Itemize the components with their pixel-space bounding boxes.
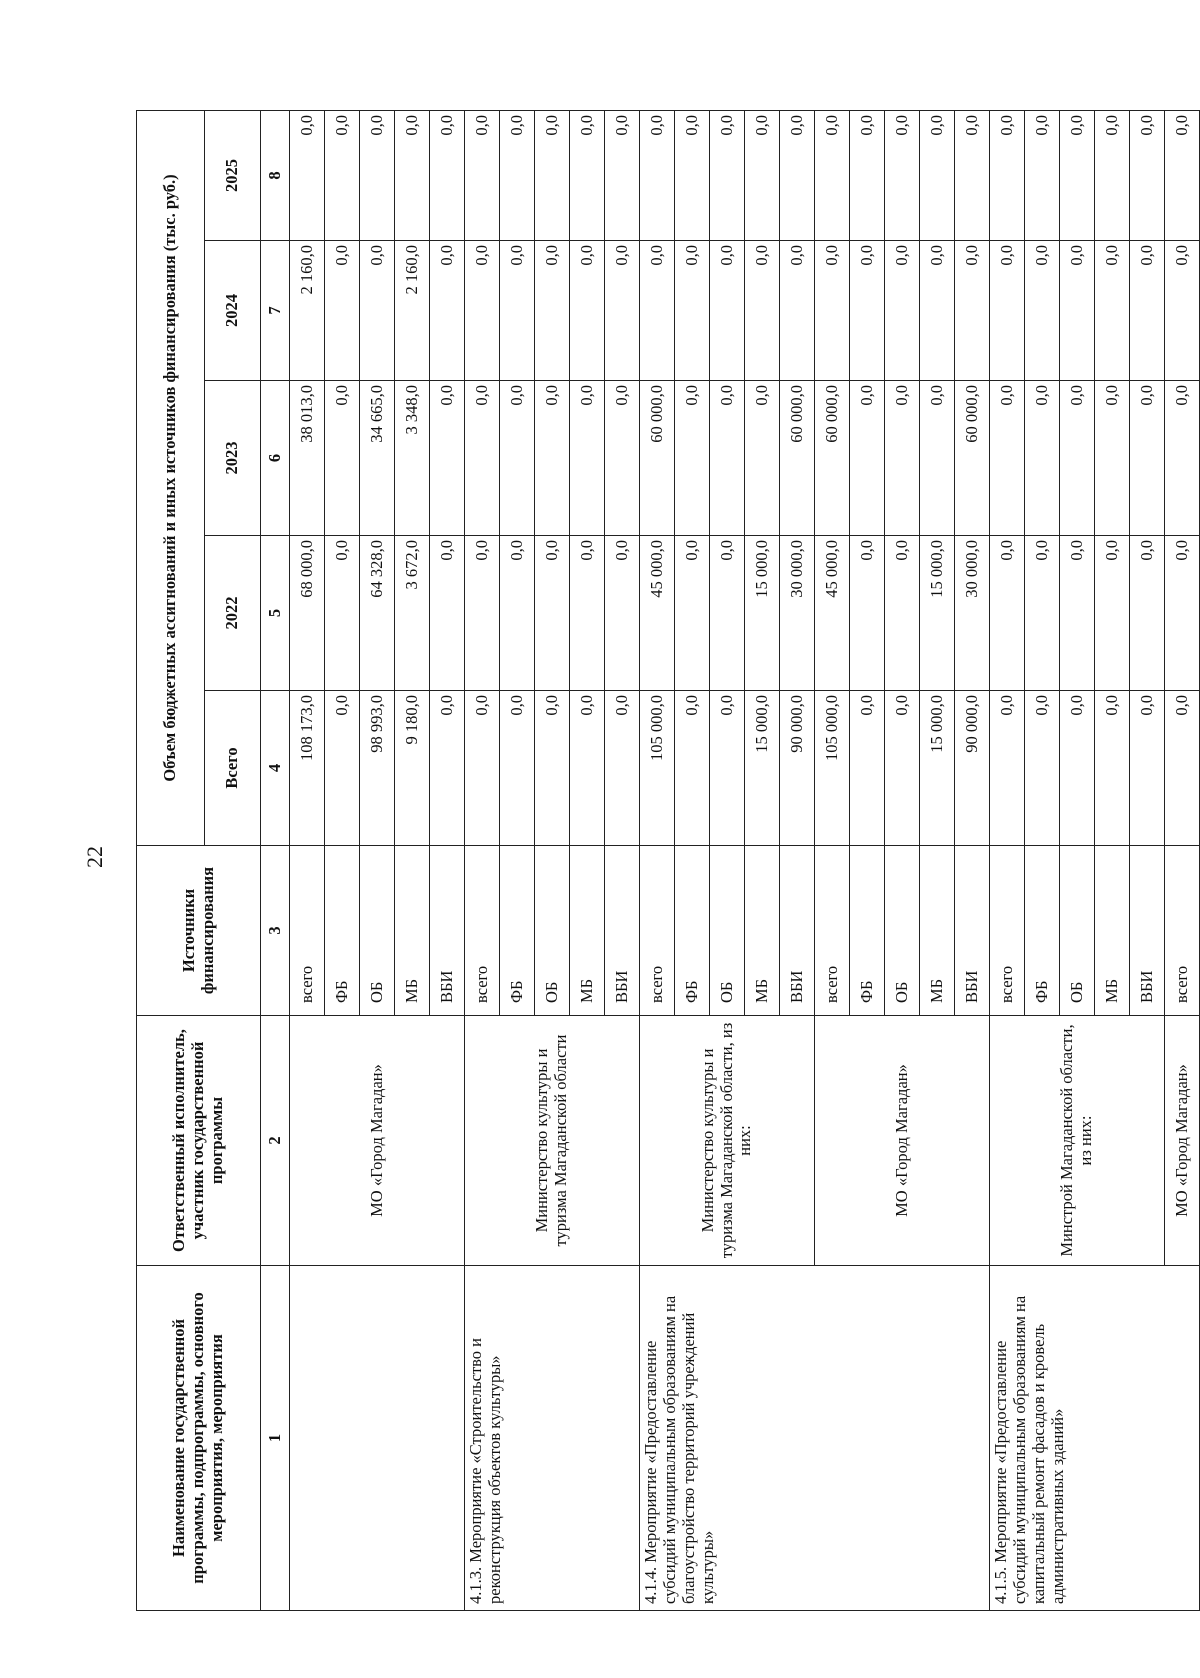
source-cell: всего — [640, 846, 675, 1016]
value-cell: 15 000,0 — [745, 691, 780, 846]
value-cell: 0,0 — [465, 691, 500, 846]
source-cell: ФБ — [1025, 846, 1060, 1016]
source-cell: ОБ — [535, 846, 570, 1016]
value-cell: 0,0 — [710, 381, 745, 536]
value-cell: 0,0 — [535, 110, 570, 240]
col-number: 4 — [261, 691, 290, 846]
value-cell: 0,0 — [675, 691, 710, 846]
value-cell: 0,0 — [850, 536, 885, 691]
value-cell: 0,0 — [885, 110, 920, 240]
value-cell: 0,0 — [1165, 110, 1200, 240]
source-cell: ВБИ — [1130, 846, 1165, 1016]
source-cell: всего — [290, 846, 325, 1016]
value-cell: 2 160,0 — [290, 241, 325, 381]
source-cell: ОБ — [710, 846, 745, 1016]
header-year-2024: 2024 — [205, 241, 261, 381]
value-cell: 90 000,0 — [780, 691, 815, 846]
value-cell: 30 000,0 — [780, 536, 815, 691]
value-cell: 60 000,0 — [640, 381, 675, 536]
source-cell: всего — [990, 846, 1025, 1016]
value-cell: 0,0 — [640, 110, 675, 240]
value-cell: 45 000,0 — [640, 536, 675, 691]
value-cell: 0,0 — [850, 381, 885, 536]
value-cell: 45 000,0 — [815, 536, 850, 691]
header-year-2022: 2022 — [205, 536, 261, 691]
value-cell: 0,0 — [570, 381, 605, 536]
value-cell: 0,0 — [710, 241, 745, 381]
value-cell: 0,0 — [1165, 691, 1200, 846]
value-cell: 0,0 — [1025, 536, 1060, 691]
executor-cell: Министерство культуры и туризма Магаданской области — [465, 1016, 640, 1266]
value-cell: 0,0 — [1025, 110, 1060, 240]
value-cell: 0,0 — [430, 110, 465, 240]
header-executor: Ответственный исполнитель, участник государственной программы — [137, 1016, 261, 1266]
source-cell: МБ — [920, 846, 955, 1016]
value-cell: 0,0 — [990, 381, 1025, 536]
value-cell: 105 000,0 — [815, 691, 850, 846]
table-row — [990, 110, 1025, 1610]
header-funding: Объем бюджетных ассигнований и иных источников финансирования (тыс. руб.) — [137, 110, 205, 845]
source-cell: ВБИ — [955, 846, 990, 1016]
value-cell: 0,0 — [920, 381, 955, 536]
value-cell: 0,0 — [1060, 110, 1095, 240]
value-cell: 0,0 — [1165, 381, 1200, 536]
value-cell: 0,0 — [500, 110, 535, 240]
value-cell: 2 160,0 — [395, 241, 430, 381]
value-cell: 0,0 — [780, 241, 815, 381]
value-cell: 0,0 — [710, 110, 745, 240]
value-cell: 0,0 — [570, 241, 605, 381]
value-cell: 30 000,0 — [955, 536, 990, 691]
measure-name: 4.1.3. Мероприятие «Строительство и реконструкция объектов культуры» — [465, 1266, 640, 1611]
value-cell: 0,0 — [570, 691, 605, 846]
col-number: 7 — [261, 241, 290, 381]
value-cell: 0,0 — [675, 536, 710, 691]
value-cell: 0,0 — [1095, 536, 1130, 691]
col-number: 3 — [261, 846, 290, 1016]
value-cell: 0,0 — [640, 241, 675, 381]
value-cell: 0,0 — [1025, 241, 1060, 381]
value-cell: 0,0 — [990, 536, 1025, 691]
value-cell: 60 000,0 — [780, 381, 815, 536]
value-cell: 0,0 — [780, 110, 815, 240]
table-row — [640, 110, 675, 1610]
measure-name — [290, 1266, 465, 1611]
source-cell: всего — [1165, 846, 1200, 1016]
value-cell: 0,0 — [360, 241, 395, 381]
value-cell: 0,0 — [500, 241, 535, 381]
value-cell: 0,0 — [1165, 536, 1200, 691]
value-cell: 0,0 — [815, 241, 850, 381]
value-cell: 0,0 — [1095, 381, 1130, 536]
value-cell: 0,0 — [500, 691, 535, 846]
value-cell: 0,0 — [1095, 691, 1130, 846]
value-cell: 0,0 — [675, 241, 710, 381]
source-cell: ФБ — [500, 846, 535, 1016]
source-cell: МБ — [1095, 846, 1130, 1016]
source-cell: ОБ — [885, 846, 920, 1016]
value-cell: 0,0 — [535, 536, 570, 691]
measure-name: 4.1.4. Мероприятие «Предоставление субсидий муниципальным образованиям на благоустройство территорий учреждений культуры» — [640, 1266, 990, 1611]
value-cell: 0,0 — [1060, 241, 1095, 381]
source-cell: ОБ — [360, 846, 395, 1016]
col-number: 5 — [261, 536, 290, 691]
value-cell: 0,0 — [850, 110, 885, 240]
value-cell: 0,0 — [745, 241, 780, 381]
value-cell: 0,0 — [430, 536, 465, 691]
source-cell: всего — [465, 846, 500, 1016]
value-cell: 0,0 — [1025, 381, 1060, 536]
source-cell: МБ — [395, 846, 430, 1016]
value-cell: 0,0 — [465, 110, 500, 240]
table-row — [465, 110, 500, 1610]
value-cell: 38 013,0 — [290, 381, 325, 536]
header-total: Всего — [205, 691, 261, 846]
value-cell: 34 665,0 — [360, 381, 395, 536]
value-cell: 0,0 — [535, 381, 570, 536]
value-cell: 0,0 — [325, 381, 360, 536]
value-cell: 15 000,0 — [920, 536, 955, 691]
value-cell: 0,0 — [570, 536, 605, 691]
value-cell: 0,0 — [465, 536, 500, 691]
value-cell: 0,0 — [710, 536, 745, 691]
value-cell: 68 000,0 — [290, 536, 325, 691]
header-year-2025: 2025 — [205, 110, 261, 240]
value-cell: 3 348,0 — [395, 381, 430, 536]
value-cell: 0,0 — [1060, 691, 1095, 846]
value-cell: 0,0 — [990, 110, 1025, 240]
executor-cell: Министерство культуры и туризма Магаданской области, из них: — [640, 1016, 815, 1266]
value-cell: 0,0 — [1060, 381, 1095, 536]
value-cell: 0,0 — [955, 110, 990, 240]
table-row — [290, 110, 325, 1610]
source-cell: ОБ — [1060, 846, 1095, 1016]
value-cell: 0,0 — [1130, 536, 1165, 691]
value-cell: 0,0 — [885, 381, 920, 536]
value-cell: 0,0 — [605, 536, 640, 691]
value-cell: 9 180,0 — [395, 691, 430, 846]
value-cell: 0,0 — [745, 110, 780, 240]
value-cell: 0,0 — [1130, 691, 1165, 846]
col-number: 8 — [261, 110, 290, 240]
executor-cell: МО «Город Магадан» — [290, 1016, 465, 1266]
value-cell: 0,0 — [535, 691, 570, 846]
source-cell: ФБ — [325, 846, 360, 1016]
measure-name: 4.1.5. Мероприятие «Предоставление субсидий муниципальным образованиям на капитальный ремонт фасадов и кровель административных зданий» — [990, 1266, 1200, 1611]
value-cell: 0,0 — [325, 691, 360, 846]
executor-cell: МО «Город Магадан» — [815, 1016, 990, 1266]
value-cell: 0,0 — [465, 241, 500, 381]
value-cell: 0,0 — [430, 691, 465, 846]
header-year-2023: 2023 — [205, 381, 261, 536]
funding-table — [136, 110, 1200, 1611]
value-cell: 0,0 — [710, 691, 745, 846]
value-cell: 0,0 — [955, 241, 990, 381]
value-cell: 0,0 — [500, 536, 535, 691]
value-cell: 0,0 — [815, 110, 850, 240]
value-cell: 0,0 — [1130, 110, 1165, 240]
value-cell: 0,0 — [885, 241, 920, 381]
value-cell: 0,0 — [360, 110, 395, 240]
col-number: 6 — [261, 381, 290, 536]
value-cell: 0,0 — [1165, 241, 1200, 381]
header-sources: Источники финансирования — [137, 846, 261, 1016]
value-cell: 15 000,0 — [745, 536, 780, 691]
value-cell: 60 000,0 — [955, 381, 990, 536]
value-cell: 60 000,0 — [815, 381, 850, 536]
value-cell: 0,0 — [990, 691, 1025, 846]
value-cell: 0,0 — [605, 241, 640, 381]
value-cell: 0,0 — [325, 536, 360, 691]
value-cell: 64 328,0 — [360, 536, 395, 691]
value-cell: 0,0 — [605, 110, 640, 240]
page-number: 22 — [82, 846, 107, 868]
value-cell: 98 993,0 — [360, 691, 395, 846]
value-cell: 0,0 — [605, 381, 640, 536]
value-cell: 0,0 — [675, 381, 710, 536]
header-name: Наименование государственной программы, подпрограммы, основного мероприятия, мероприятия — [137, 1266, 261, 1611]
source-cell: ФБ — [850, 846, 885, 1016]
source-cell: ФБ — [675, 846, 710, 1016]
value-cell: 0,0 — [920, 110, 955, 240]
value-cell: 0,0 — [1130, 241, 1165, 381]
value-cell: 0,0 — [745, 381, 780, 536]
value-cell: 105 000,0 — [640, 691, 675, 846]
source-cell: ВБИ — [605, 846, 640, 1016]
value-cell: 0,0 — [570, 110, 605, 240]
value-cell: 0,0 — [605, 691, 640, 846]
source-cell: МБ — [570, 846, 605, 1016]
value-cell: 90 000,0 — [955, 691, 990, 846]
executor-cell: МО «Город Магадан» — [1165, 1016, 1200, 1266]
source-cell: ВБИ — [430, 846, 465, 1016]
value-cell: 0,0 — [675, 110, 710, 240]
value-cell: 0,0 — [920, 241, 955, 381]
value-cell: 0,0 — [1095, 110, 1130, 240]
value-cell: 0,0 — [850, 691, 885, 846]
value-cell: 0,0 — [1060, 536, 1095, 691]
value-cell: 0,0 — [290, 110, 325, 240]
value-cell: 0,0 — [990, 241, 1025, 381]
executor-cell: Минстрой Магаданской области, из них: — [990, 1016, 1165, 1266]
value-cell: 0,0 — [1095, 241, 1130, 381]
value-cell: 0,0 — [430, 241, 465, 381]
value-cell: 0,0 — [885, 691, 920, 846]
source-cell: ВБИ — [780, 846, 815, 1016]
value-cell: 108 173,0 — [290, 691, 325, 846]
value-cell: 0,0 — [850, 241, 885, 381]
value-cell: 0,0 — [1025, 691, 1060, 846]
source-cell: всего — [815, 846, 850, 1016]
value-cell: 3 672,0 — [395, 536, 430, 691]
value-cell: 0,0 — [430, 381, 465, 536]
source-cell: МБ — [745, 846, 780, 1016]
value-cell: 0,0 — [885, 536, 920, 691]
value-cell: 15 000,0 — [920, 691, 955, 846]
col-number: 1 — [261, 1266, 290, 1611]
col-number: 2 — [261, 1016, 290, 1266]
value-cell: 0,0 — [325, 110, 360, 240]
value-cell: 0,0 — [500, 381, 535, 536]
value-cell: 0,0 — [1130, 381, 1165, 536]
rotated-page — [136, 111, 1191, 1611]
value-cell: 0,0 — [395, 110, 430, 240]
value-cell: 0,0 — [465, 381, 500, 536]
value-cell: 0,0 — [535, 241, 570, 381]
value-cell: 0,0 — [325, 241, 360, 381]
